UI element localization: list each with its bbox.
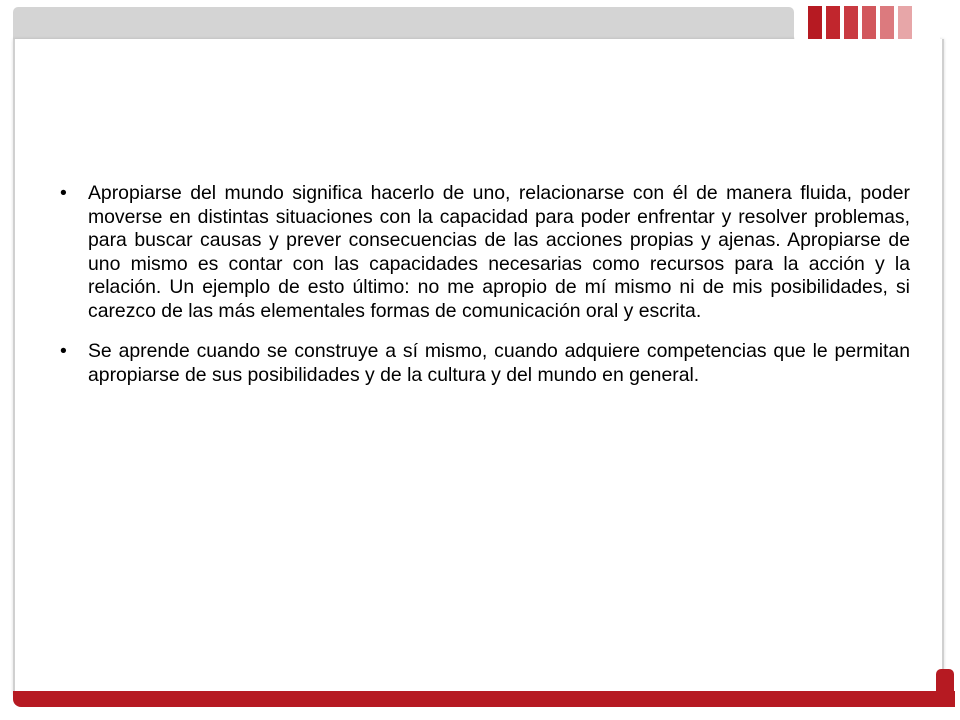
bullet-marker: •	[60, 182, 67, 204]
decor-square-3	[844, 6, 858, 39]
decor-square-2	[826, 6, 840, 39]
bullet-text: Apropiarse del mundo significa hacerlo de uno, relacionarse con él de manera fluida, poder moverse en distintas situaciones con la capacidad para poder enfrentar y resolver problemas, para buscar causas y prever consecuencias de las acciones propias y ajenas. Apropiarse de uno mismo es contar con las capacidades necesarias como recursos para la acción y la relación. Un ejemplo de esto último: no me apropio de mí mismo ni de mis posibilidades, si carezco de las más elementales formas de comunicación oral y escrita.	[88, 182, 910, 322]
bullet-item	[60, 340, 910, 387]
decor-square-1	[808, 6, 822, 39]
slide-content	[60, 182, 910, 404]
bullet-item	[60, 182, 910, 323]
footer-hook	[936, 669, 954, 707]
bullet-marker: •	[60, 340, 67, 362]
header-bar	[13, 7, 794, 39]
footer-bar	[13, 691, 955, 707]
decorative-squares	[808, 6, 912, 39]
bullet-text: Se aprende cuando se construye a sí mismo, cuando adquiere competencias que le permitan apropiarse de sus posibilidades y de la cultura y del mundo en general.	[88, 340, 910, 386]
decor-square-4	[862, 6, 876, 39]
decor-square-6	[898, 6, 912, 39]
decor-square-5	[880, 6, 894, 39]
